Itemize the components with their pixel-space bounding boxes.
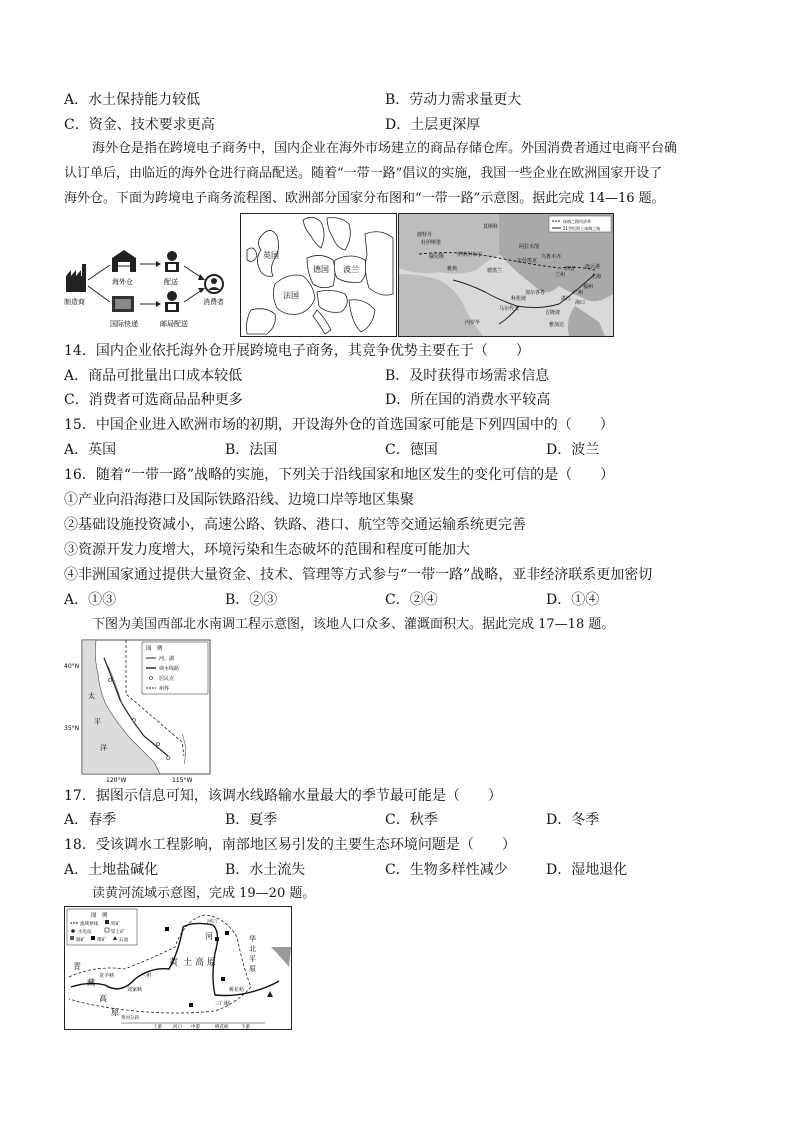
legend-sea-route: 21世纪海上丝绸之路 — [563, 226, 601, 231]
q13-option-b: B．劳动力需求量更大 — [385, 92, 522, 108]
california-water-map — [64, 638, 214, 786]
city-label: 杜伊斯堡 — [421, 240, 442, 246]
legend-canal: 调水线路 — [159, 666, 180, 672]
city-label: 海口 — [575, 300, 586, 306]
ocean-label-2: 平 — [94, 718, 101, 726]
city-label: 雅加达 — [549, 322, 565, 328]
q15-stem: 15．中国企业进入欧洲市场的初期，开设海外仓的首选国家可能是下列四国中的（ ） — [64, 417, 614, 433]
legend-river: 河、湖 — [159, 656, 175, 662]
q17-option-d: D．冬季 — [546, 812, 600, 828]
q16-option-b: B．②③ — [225, 592, 278, 608]
france-label: 法国 — [283, 291, 299, 300]
map-label: 华 — [249, 935, 256, 943]
legend-boundary: 流域界线 — [80, 922, 98, 927]
q14-option-d: D．所在国的消费水平较高 — [385, 392, 551, 408]
q16-option-c: C．②④ — [385, 592, 438, 608]
city-label: 乌鲁木齐 — [541, 254, 562, 260]
legend-title: 图 例 — [146, 646, 163, 652]
q14-stem: 14．国内企业依托海外仓开展跨境电子商务，其竞争优势主要在于（ ） — [64, 343, 530, 359]
q17-option-c: C．秋季 — [385, 812, 438, 828]
lat-35-label: 35°N — [64, 725, 80, 732]
mail-label: 邮局配送 — [160, 320, 188, 328]
q17-option-a: A．春季 — [64, 812, 117, 828]
map-label: 黄 — [169, 958, 179, 968]
segment-label: 上游 — [153, 1025, 162, 1029]
dispatch-label: 配送 — [164, 278, 178, 286]
legend-city: 居民点 — [159, 676, 175, 682]
map-label: 原 — [207, 958, 217, 968]
europe-map — [240, 213, 397, 337]
q16-option-a: A．①③ — [64, 592, 117, 608]
q18-option-b: B．水土流失 — [225, 862, 306, 878]
manufacturer-label: 制造商 — [64, 298, 85, 306]
q18-option-a: A．土地盐碱化 — [64, 862, 159, 878]
intro-paragraph-line: 认订单后，由临近的海外仓进行商品配送。随着“一带一路”倡议的实施，我国一些企业在欧洲国家开设了 — [64, 166, 663, 181]
legend-aluminum: 铝土矿 — [111, 930, 125, 935]
q17-stem: 17．据图示信息可知，该调水线路输水量最大的季节最可能是（ ） — [64, 788, 502, 804]
map-label: 青 — [73, 962, 81, 971]
city-label: 连云港 — [585, 264, 601, 270]
map-label: 北 — [249, 945, 256, 953]
city-label: 西安 — [565, 266, 576, 272]
q16-statement-2: ②基础设施投资减小，高速公路、铁路、港口、航空等交通运输系统更完善 — [64, 517, 526, 533]
intro-paragraph: 下图为美国西部北水南调工程示意图，该地人口众多、灌溉面积大。据此完成 17—18 题。 — [92, 617, 615, 632]
lon-115-label: 115°W — [172, 777, 193, 784]
city-label: 三门峡 — [215, 1001, 231, 1007]
map-label: 原 — [111, 1008, 119, 1017]
q16-statement-4: ④非洲国家通过提供大量资金、技术、管理等方式参与“一带一路”战略，亚非经济联系更加密切 — [64, 567, 653, 583]
mail-courier-icon — [165, 291, 179, 312]
city-label: 比什凯克 — [517, 258, 538, 264]
q17-option-b: B．夏季 — [225, 812, 278, 828]
q13-option-c: C．资金、技术要求更高 — [64, 117, 215, 133]
city-label: 兰州 — [141, 973, 152, 979]
map-label: 平 — [249, 955, 256, 963]
q18-option-c: C．生物多样性减少 — [385, 862, 508, 878]
uk-label: 英国 — [263, 251, 279, 260]
germany-label: 德国 — [313, 265, 329, 274]
city-label: 德黑兰 — [487, 268, 503, 274]
intro-paragraph-line: 海外仓是指在跨境电子商务中，国内企业在海外市场建立的商品存储仓库。外国消费者通过电商平台确 — [92, 141, 678, 156]
express-icon — [112, 296, 134, 312]
city-label: 马尔代夫 — [499, 306, 520, 312]
map-label: 高 — [195, 958, 205, 968]
warehouse-icon — [112, 250, 136, 272]
city-label: 加尔各答 — [525, 290, 546, 296]
legend-title: 图 例 — [91, 913, 108, 919]
city-label: 威尼斯 — [429, 254, 445, 260]
legend-copper: 铜矿 — [76, 938, 85, 943]
intro-paragraph-line: 海外仓。下面为跨境电子商务流程图、欧洲部分国家分布图和“一带一路”示意图。据此完成 14—16 题。 — [64, 191, 665, 206]
segment-label: 下游 — [241, 1025, 250, 1029]
q16-option-d: D．①④ — [546, 592, 600, 608]
express-label: 国际快递 — [110, 320, 138, 328]
q15-option-b: B．法国 — [225, 442, 278, 458]
city-label: 刘家峡 — [127, 987, 143, 993]
legend-land-route: 丝绸之路经济带 — [563, 219, 591, 224]
city-label: 兰州 — [555, 272, 566, 278]
city-label: 河口 — [207, 919, 218, 925]
q16-statement-1: ①产业向沿海港口及国际铁路沿线、边境口岸等地区集聚 — [64, 492, 414, 508]
lat-40-label: 40°N — [64, 663, 80, 670]
map-label: 土 — [183, 958, 193, 968]
city-label: 上海 — [591, 274, 602, 280]
courier-icon — [165, 251, 179, 272]
segment-label: 桃花峪 — [215, 1025, 229, 1029]
q13-option-a: A．水土保持能力较低 — [64, 92, 201, 108]
map-label: 藏 — [87, 978, 95, 987]
factory-icon — [66, 264, 86, 292]
consumer-label: 消费者 — [203, 298, 224, 306]
legend-hydro: 水电站 — [78, 930, 92, 935]
city-label: 莫斯科 — [483, 224, 499, 230]
yellow-river-map — [64, 906, 292, 1030]
city-label: 桃花峪 — [229, 987, 245, 993]
legend-oil: 石油 — [119, 938, 128, 943]
intro-paragraph: 读黄河流域示意图，完成 19—20 题。 — [92, 886, 316, 901]
city-label: 福州 — [583, 284, 594, 290]
q14-option-c: C．消费者可选商品品种更多 — [64, 392, 243, 408]
q14-option-a: A．商品可批量出口成本较低 — [64, 368, 243, 384]
legend-border: 州界 — [159, 686, 170, 692]
map-label: 高 — [99, 994, 107, 1003]
legend-coal: 煤矿 — [97, 938, 106, 943]
city-label: 吉隆坡 — [545, 310, 561, 316]
city-label: 广州 — [573, 290, 584, 296]
city-label: 阿拉木图 — [519, 244, 540, 250]
q14-option-b: B．及时获得市场需求信息 — [385, 368, 550, 384]
q15-option-d: D．波兰 — [546, 442, 600, 458]
q16-statement-3: ③资源开发力度增大，环境污染和生态破坏的范围和程度可能加大 — [64, 542, 470, 558]
segment-label: 黄河分段 — [121, 1016, 139, 1021]
q13-option-d: D．土层更深厚 — [385, 117, 481, 133]
q15-option-c: C．德国 — [385, 442, 438, 458]
q18-option-d: D．湿地退化 — [546, 862, 628, 878]
city-label: 伊斯坦布尔 — [457, 252, 483, 258]
city-label: 科伦坡 — [511, 296, 527, 302]
city-label: 湛江 — [561, 296, 572, 302]
segment-label: 河口 — [173, 1025, 182, 1029]
consumer-icon — [205, 275, 223, 293]
legend-iron: 铁矿 — [111, 922, 120, 927]
segment-label: 中游 — [191, 1025, 200, 1029]
city-label: 龙羊峡 — [99, 973, 115, 979]
city-label: 内罗毕 — [465, 320, 481, 326]
map-label: 河 — [205, 932, 213, 941]
ocean-label-3: 洋 — [100, 744, 107, 752]
warehouse-label: 海外仓 — [112, 278, 133, 286]
ocean-label-1: 太 — [88, 692, 95, 700]
belt-and-road-map — [398, 213, 614, 337]
q15-option-a: A．英国 — [64, 442, 117, 458]
q16-stem: 16．随着“一带一路”战略的实施，下列关于沿线国家和地区发生的变化可信的是（ ） — [64, 467, 615, 483]
q18-stem: 18．受该调水工程影响，南部地区易引发的主要生态环境问题是（ ） — [64, 837, 516, 853]
city-label: 鹿特丹 — [417, 232, 433, 238]
city-label: 雅典 — [447, 266, 458, 272]
ecommerce-flow-chart — [62, 240, 234, 335]
poland-label: 波兰 — [343, 265, 359, 274]
lon-120-label: 120°W — [106, 777, 127, 784]
map-label: 原 — [249, 965, 256, 973]
